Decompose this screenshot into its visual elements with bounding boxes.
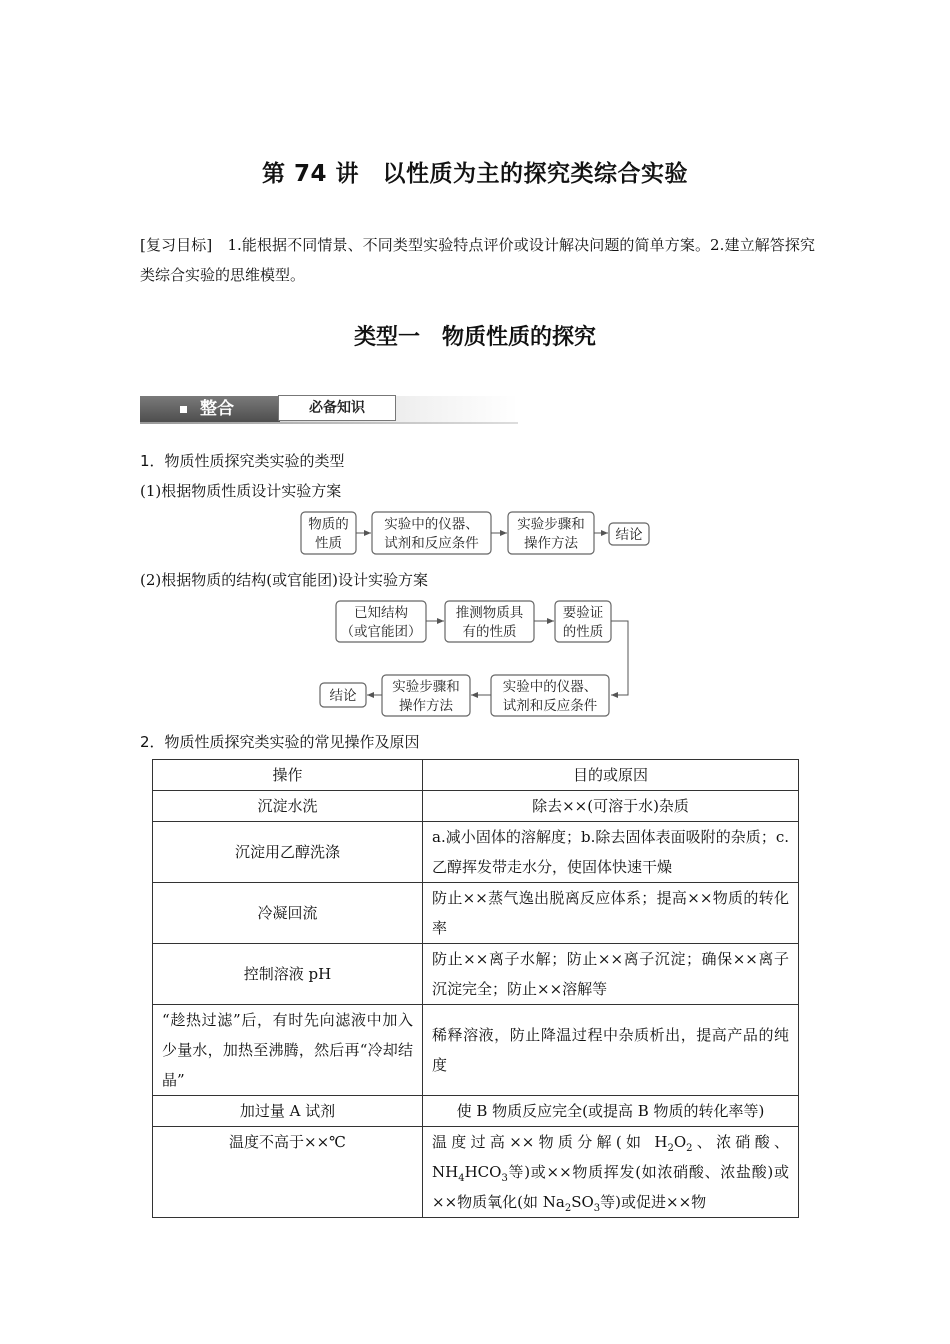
reason-text: SO bbox=[571, 1193, 594, 1211]
table-cell-op: “趁热过滤”后，有时先向滤液中加入少量水，加热至沸腾，然后再“冷却结晶” bbox=[153, 1005, 423, 1096]
part2-heading: 2．物质性质探究类实验的常见操作及原因 bbox=[140, 733, 420, 751]
flow2-node-1-text: （或官能团） bbox=[340, 624, 422, 640]
table-cell-reason: 稀释溶液，防止降温过程中杂质析出，提高产品的纯度 bbox=[423, 1005, 799, 1096]
table-cell-op: 温度不高于××℃ bbox=[153, 1127, 423, 1218]
subscript: 2 bbox=[564, 1203, 572, 1214]
flow2-node-3-text: 要验证 bbox=[562, 605, 604, 621]
table-header-reason: 目的或原因 bbox=[423, 760, 799, 791]
table-row bbox=[153, 1096, 799, 1127]
review-goal-label: [复习目标] bbox=[140, 236, 213, 254]
flow2-node-2-text: 推测物质具 bbox=[455, 605, 524, 621]
table-row bbox=[153, 1127, 799, 1218]
table-row bbox=[153, 883, 799, 944]
banner-tab: 必备知识 bbox=[278, 395, 396, 421]
subscript: 3 bbox=[593, 1203, 601, 1214]
review-goal-text: 1.能根据不同情景、不同类型实验特点评价或设计解决问题的简单方案。2.建立解答探究类综合实验的思维模型。 bbox=[140, 236, 815, 284]
flow2-node-5-text: 实验步骤和 bbox=[392, 679, 460, 695]
section-title: 类型一 物质性质的探究 bbox=[353, 325, 596, 350]
banner-main-label: 整合 bbox=[200, 399, 234, 419]
reason-text: 、浓硝酸、NH bbox=[432, 1133, 789, 1181]
table-cell-reason: 使 B 物质反应完全(或提高 B 物质的转化率等) bbox=[423, 1096, 799, 1127]
flow2-node-6-text: 结论 bbox=[329, 688, 357, 704]
reason-text: 温度过高××物质分解(如 H bbox=[432, 1133, 668, 1151]
table-cell-reason: 除去××(可溶于水)杂质 bbox=[423, 791, 799, 822]
reason-text: 等)或××物质挥发(如浓硝酸、浓盐酸)或××物质氧化(如 Na bbox=[432, 1163, 789, 1211]
table-cell-reason: 防止××蒸气逸出脱离反应体系；提高××物质的转化率 bbox=[423, 883, 799, 944]
flow2 bbox=[320, 601, 628, 716]
flow2-node-3-text: 的性质 bbox=[562, 624, 604, 640]
flow1-node-1-text: 物质的 bbox=[308, 516, 349, 533]
table-cell-op: 沉淀水洗 bbox=[153, 791, 423, 822]
table-cell-op: 冷凝回流 bbox=[153, 883, 423, 944]
flow1-node-3-text: 操作方法 bbox=[524, 535, 578, 552]
table-row bbox=[153, 1005, 799, 1096]
flow2-node-2-text: 有的性质 bbox=[462, 624, 517, 640]
part1-sub1-label: (1)根据物质性质设计实验方案 bbox=[140, 482, 342, 500]
table-cell-op: 加过量 A 试剂 bbox=[153, 1096, 423, 1127]
subscript: 4 bbox=[458, 1173, 465, 1184]
reason-text: 等)或促进××物 bbox=[600, 1193, 707, 1211]
table-cell-reason bbox=[423, 1127, 799, 1218]
subscript: 2 bbox=[686, 1143, 693, 1154]
part1-heading: 1．物质性质探究类实验的类型 bbox=[140, 452, 345, 470]
subscript: 2 bbox=[667, 1143, 674, 1154]
table-cell-op: 沉淀用乙醇洗涤 bbox=[153, 822, 423, 883]
page-title: 第 74 讲 以性质为主的探究类综合实验 bbox=[261, 161, 689, 187]
reason-text: O bbox=[673, 1133, 687, 1151]
flow1-node-1-text: 性质 bbox=[315, 535, 342, 552]
table-cell-reason: 防止××离子水解；防止××离子沉淀；确保××离子沉淀完全；防止××溶解等 bbox=[423, 944, 799, 1005]
table-cell-reason: a.减小固体的溶解度；b.除去固体表面吸附的杂质；c.乙醇挥发带走水分，使固体快速干燥 bbox=[423, 822, 799, 883]
operations-table bbox=[152, 759, 799, 1218]
table-cell-op: 控制溶液 pH bbox=[153, 944, 423, 1005]
flow2-node-5-text: 操作方法 bbox=[399, 698, 453, 714]
flow1-node-3-text: 实验步骤和 bbox=[517, 516, 585, 533]
table-header-row bbox=[153, 760, 799, 791]
flow1-node-2-text: 实验中的仪器、 bbox=[384, 516, 479, 533]
flow2-node-1-text: 已知结构 bbox=[354, 605, 408, 621]
part1-sub2-label: (2)根据物质的结构(或官能团)设计实验方案 bbox=[140, 571, 428, 589]
flow2-arrow bbox=[611, 621, 628, 695]
table-row bbox=[153, 822, 799, 883]
flow1-node-4-text: 结论 bbox=[615, 527, 643, 543]
subscript: 3 bbox=[501, 1173, 508, 1184]
table-row bbox=[153, 944, 799, 1005]
flow2-node-4-text: 实验中的仪器、 bbox=[502, 679, 598, 695]
flow1-node-2-text: 试剂和反应条件 bbox=[384, 535, 479, 552]
flow2-node-4-text: 试剂和反应条件 bbox=[502, 698, 598, 714]
reason-text: HCO bbox=[464, 1163, 502, 1181]
flow1 bbox=[301, 512, 649, 554]
table-row bbox=[153, 791, 799, 822]
table-header-op: 操作 bbox=[153, 760, 423, 791]
